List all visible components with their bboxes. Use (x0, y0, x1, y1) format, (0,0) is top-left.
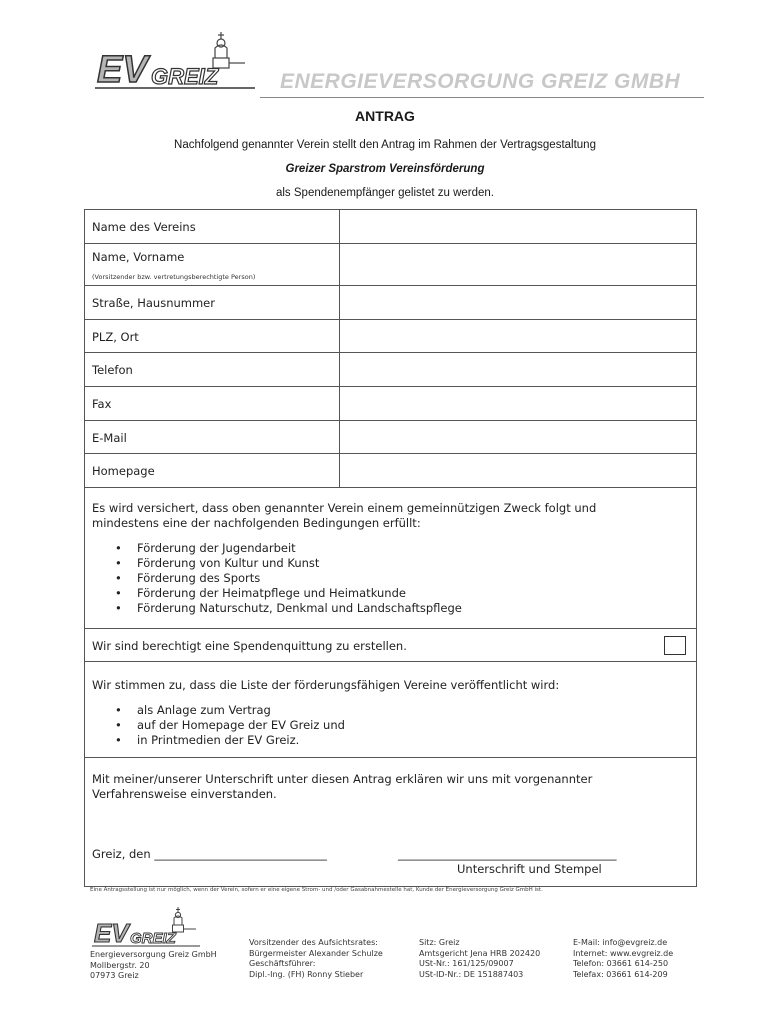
label-contact-name: Name, Vorname (92, 250, 185, 264)
input-club-name[interactable] (339, 210, 696, 243)
receipt-checkbox[interactable] (664, 636, 686, 655)
label-email: E-Mail (92, 431, 127, 445)
signature-statement-1: Mit meiner/unserer Unterschrift unter diesen Antrag erklären wir uns mit vorgenannter (92, 772, 593, 786)
list-item: • Förderung von Kultur und Kunst (115, 556, 462, 571)
footer-text: Energieversorgung Greiz GmbH (90, 950, 217, 959)
receipt-label: Wir sind berechtigt eine Spendenquittung zu erstellen. (92, 639, 407, 653)
footer-text: Amtsgericht Jena HRB 202420 (419, 948, 541, 958)
footer-text: Mollbergstr. 20 (90, 960, 150, 970)
page-title: ANTRAG (355, 108, 415, 124)
footer-text: Telefon: 03661 614-250 (573, 959, 669, 968)
assurance-section (85, 488, 696, 629)
row-contact-name (85, 244, 696, 286)
input-street[interactable] (339, 286, 696, 319)
row-street (85, 286, 696, 320)
footer-website[interactable]: Internet: www.evgreiz.de (573, 948, 674, 958)
signature-field[interactable]: ______________________________________ (398, 847, 617, 861)
footer-company (90, 950, 217, 982)
list-item: • Förderung der Heimatpflege und Heimatkunde (115, 586, 462, 601)
place-date-field[interactable]: Greiz, den ______________________________ (92, 847, 327, 861)
footer-text: Vorsitzender des Aufsichtsrates: (249, 938, 378, 947)
input-email[interactable] (339, 421, 696, 453)
label-phone: Telefon (92, 363, 133, 377)
signature-label: Unterschrift und Stempel (457, 862, 602, 876)
list-item: • auf der Homepage der EV Greiz und (115, 718, 345, 733)
label-homepage: Homepage (92, 464, 155, 478)
evgreiz-footer-logo (92, 906, 200, 950)
input-phone[interactable] (339, 353, 696, 386)
list-item: • als Anlage zum Vertrag (115, 703, 345, 718)
publication-section (85, 662, 696, 758)
row-homepage (85, 454, 696, 488)
list-item: • in Printmedien der EV Greiz. (115, 733, 345, 748)
footer-text: USt-Nr.: 161/125/09007 (419, 959, 514, 968)
footer-text: USt-ID-Nr.: DE 151887403 (419, 969, 524, 979)
input-fax[interactable] (339, 387, 696, 420)
sublabel-contact-name: (Vorsitzender bzw. vertretungsberechtigte Person) (92, 273, 256, 281)
svg-text:EV: EV (97, 49, 148, 91)
footer-text: Bürgermeister Alexander Schulze (249, 948, 383, 958)
row-email (85, 421, 696, 454)
label-club-name: Name des Vereins (92, 220, 196, 234)
row-fax (85, 387, 696, 421)
application-form (84, 209, 697, 887)
intro-line-2: Greizer Sparstrom Vereinsförderung (285, 163, 485, 175)
footer-contact (573, 938, 673, 980)
input-zip-city[interactable] (339, 320, 696, 352)
evgreiz-logo (95, 30, 255, 94)
svg-text:EV: EV (94, 918, 129, 948)
assurance-line-2: mindestens eine der nachfolgenden Bedingungen erfüllt: (92, 516, 421, 530)
publication-list (115, 703, 345, 748)
label-zip-city: PLZ, Ort (92, 330, 139, 344)
header-divider (260, 97, 704, 98)
receipt-section (85, 629, 696, 662)
svg-text:GREIZ: GREIZ (130, 930, 176, 947)
signature-statement-2: Verfahrensweise einverstanden. (92, 787, 277, 801)
footer-email[interactable]: E-Mail: info@evgreiz.de (573, 938, 668, 947)
input-homepage[interactable] (339, 454, 696, 487)
input-contact-name[interactable] (339, 244, 696, 285)
signature-section (85, 758, 696, 886)
label-fax: Fax (92, 397, 112, 411)
footer-text: Geschäftsführer: (249, 959, 316, 968)
intro-line-1: Nachfolgend genannter Verein stellt den Antrag im Rahmen der Vertragsgestaltung (174, 139, 596, 151)
footer-text: Sitz: Greiz (419, 938, 460, 947)
publication-intro: Wir stimmen zu, dass die Liste der förderungsfähigen Vereine veröffentlicht wird: (92, 678, 560, 692)
footer-board (249, 938, 383, 980)
company-name: ENERGIEVERSORGUNG GREIZ GMBH (280, 70, 681, 93)
assurance-line-1: Es wird versichert, dass oben genannter Verein einem gemeinnützigen Zweck folgt und (92, 501, 597, 515)
row-phone (85, 353, 696, 387)
conditions-list (115, 541, 462, 616)
row-zip-city (85, 320, 696, 353)
row-club-name (85, 210, 696, 244)
footer-registry (419, 938, 540, 980)
disclaimer: Eine Antragsstellung ist nur möglich, wenn der Verein, sofern er eine eigene Strom- und /oder Gasabnahmestelle hat, Kunde der Energieversorgung Greiz GmbH ist. (90, 887, 543, 893)
footer-text: 07973 Greiz (90, 971, 139, 980)
label-street: Straße, Hausnummer (92, 296, 215, 310)
footer-text: Dipl.-Ing. (FH) Ronny Stieber (249, 969, 364, 979)
svg-text:GREIZ: GREIZ (151, 64, 219, 89)
intro-line-3: als Spendenempfänger gelistet zu werden. (275, 187, 494, 199)
list-item: • Förderung des Sports (115, 571, 462, 586)
list-item: • Förderung der Jugendarbeit (115, 541, 462, 556)
footer-text: Telefax: 03661 614-209 (573, 969, 668, 979)
list-item: • Förderung Naturschutz, Denkmal und Landschaftspflege (115, 601, 462, 616)
